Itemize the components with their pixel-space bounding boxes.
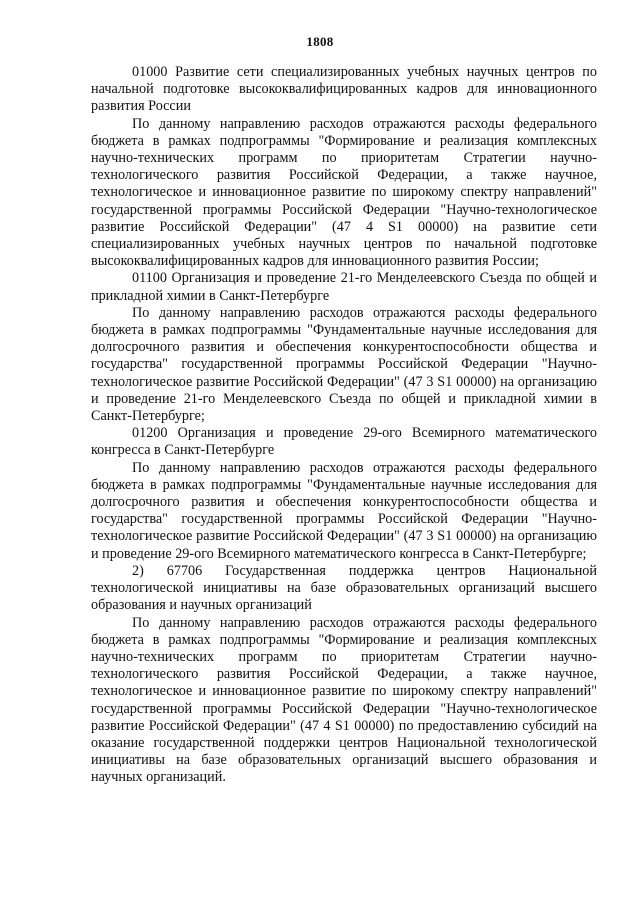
description-paragraph-01100: По данному направлению расходов отражаются расходы федерального бюджета в рамках подпрограммы "Фундаментальные научные исследования для долгосрочного развития и обеспечения конкурентоспособности общества и государства" государственной программы Российской Федерации "Научно-технологическое развитие Российской Федерации" (47 3 S1 00000) на организацию и проведение 21-го Менделеевского Съезда по общей и прикладной химии в Санкт-Петербурге; xyxy=(91,304,597,425)
code-heading-67706: 2) 67706 Государственная поддержка центров Национальной технологической инициативы на базе образовательных организаций высшего образования и научных организаций xyxy=(91,562,597,614)
code-heading-01200: 01200 Организация и проведение 29-ого Всемирного математического конгресса в Санкт-Петербурге xyxy=(91,425,597,459)
description-paragraph-01200: По данному направлению расходов отражаются расходы федерального бюджета в рамках подпрограммы "Фундаментальные научные исследования для долгосрочного развития и обеспечения конкурентоспособности общества и государства" государственной программы Российской Федерации "Научно-технологическое развитие Российской Федерации" (47 3 S1 00000) на организацию и проведение 29-ого Всемирного математического конгресса в Санкт-Петербурге; xyxy=(91,459,597,562)
document-body xyxy=(91,64,597,787)
page-number: 1808 xyxy=(306,34,334,49)
code-heading-01000: 01000 Развитие сети специализированных учебных научных центров по начальной подготовке высококвалифицированных кадров для инновационного развития России xyxy=(91,64,597,115)
description-paragraph-01000: По данному направлению расходов отражаются расходы федерального бюджета в рамках подпрограммы "Формирование и реализация комплексных научно-технических программ по приоритетам Стратегии научно-технологического развития Российской Федерации, а также научное, технологическое и инновационное развитие по широкому спектру направлений" государственной программы Российской Федерации "Научно-технологическое развитие Российской Федерации" (47 4 S1 00000) на развитие сети специализированных учебных научных центров по начальной подготовке высококвалифицированных кадров для инновационного развития России; xyxy=(91,115,597,270)
code-heading-01100: 01100 Организация и проведение 21-го Менделеевского Съезда по общей и прикладной химии в Санкт-Петербурге xyxy=(91,270,597,304)
description-paragraph-67706: По данному направлению расходов отражаются расходы федерального бюджета в рамках подпрограммы "Формирование и реализация комплексных научно-технических программ по приоритетам Стратегии научно-технологического развития Российской Федерации, а также научное, технологическое и инновационное развитие по широкому спектру направлений" государственной программы Российской Федерации "Научно-технологическое развитие Российской Федерации" (47 4 S1 00000) по предоставлению субсидий на оказание государственной поддержки центров Национальной технологической инициативы на базе образовательных организаций высшего образования и научных организаций. xyxy=(91,614,597,786)
